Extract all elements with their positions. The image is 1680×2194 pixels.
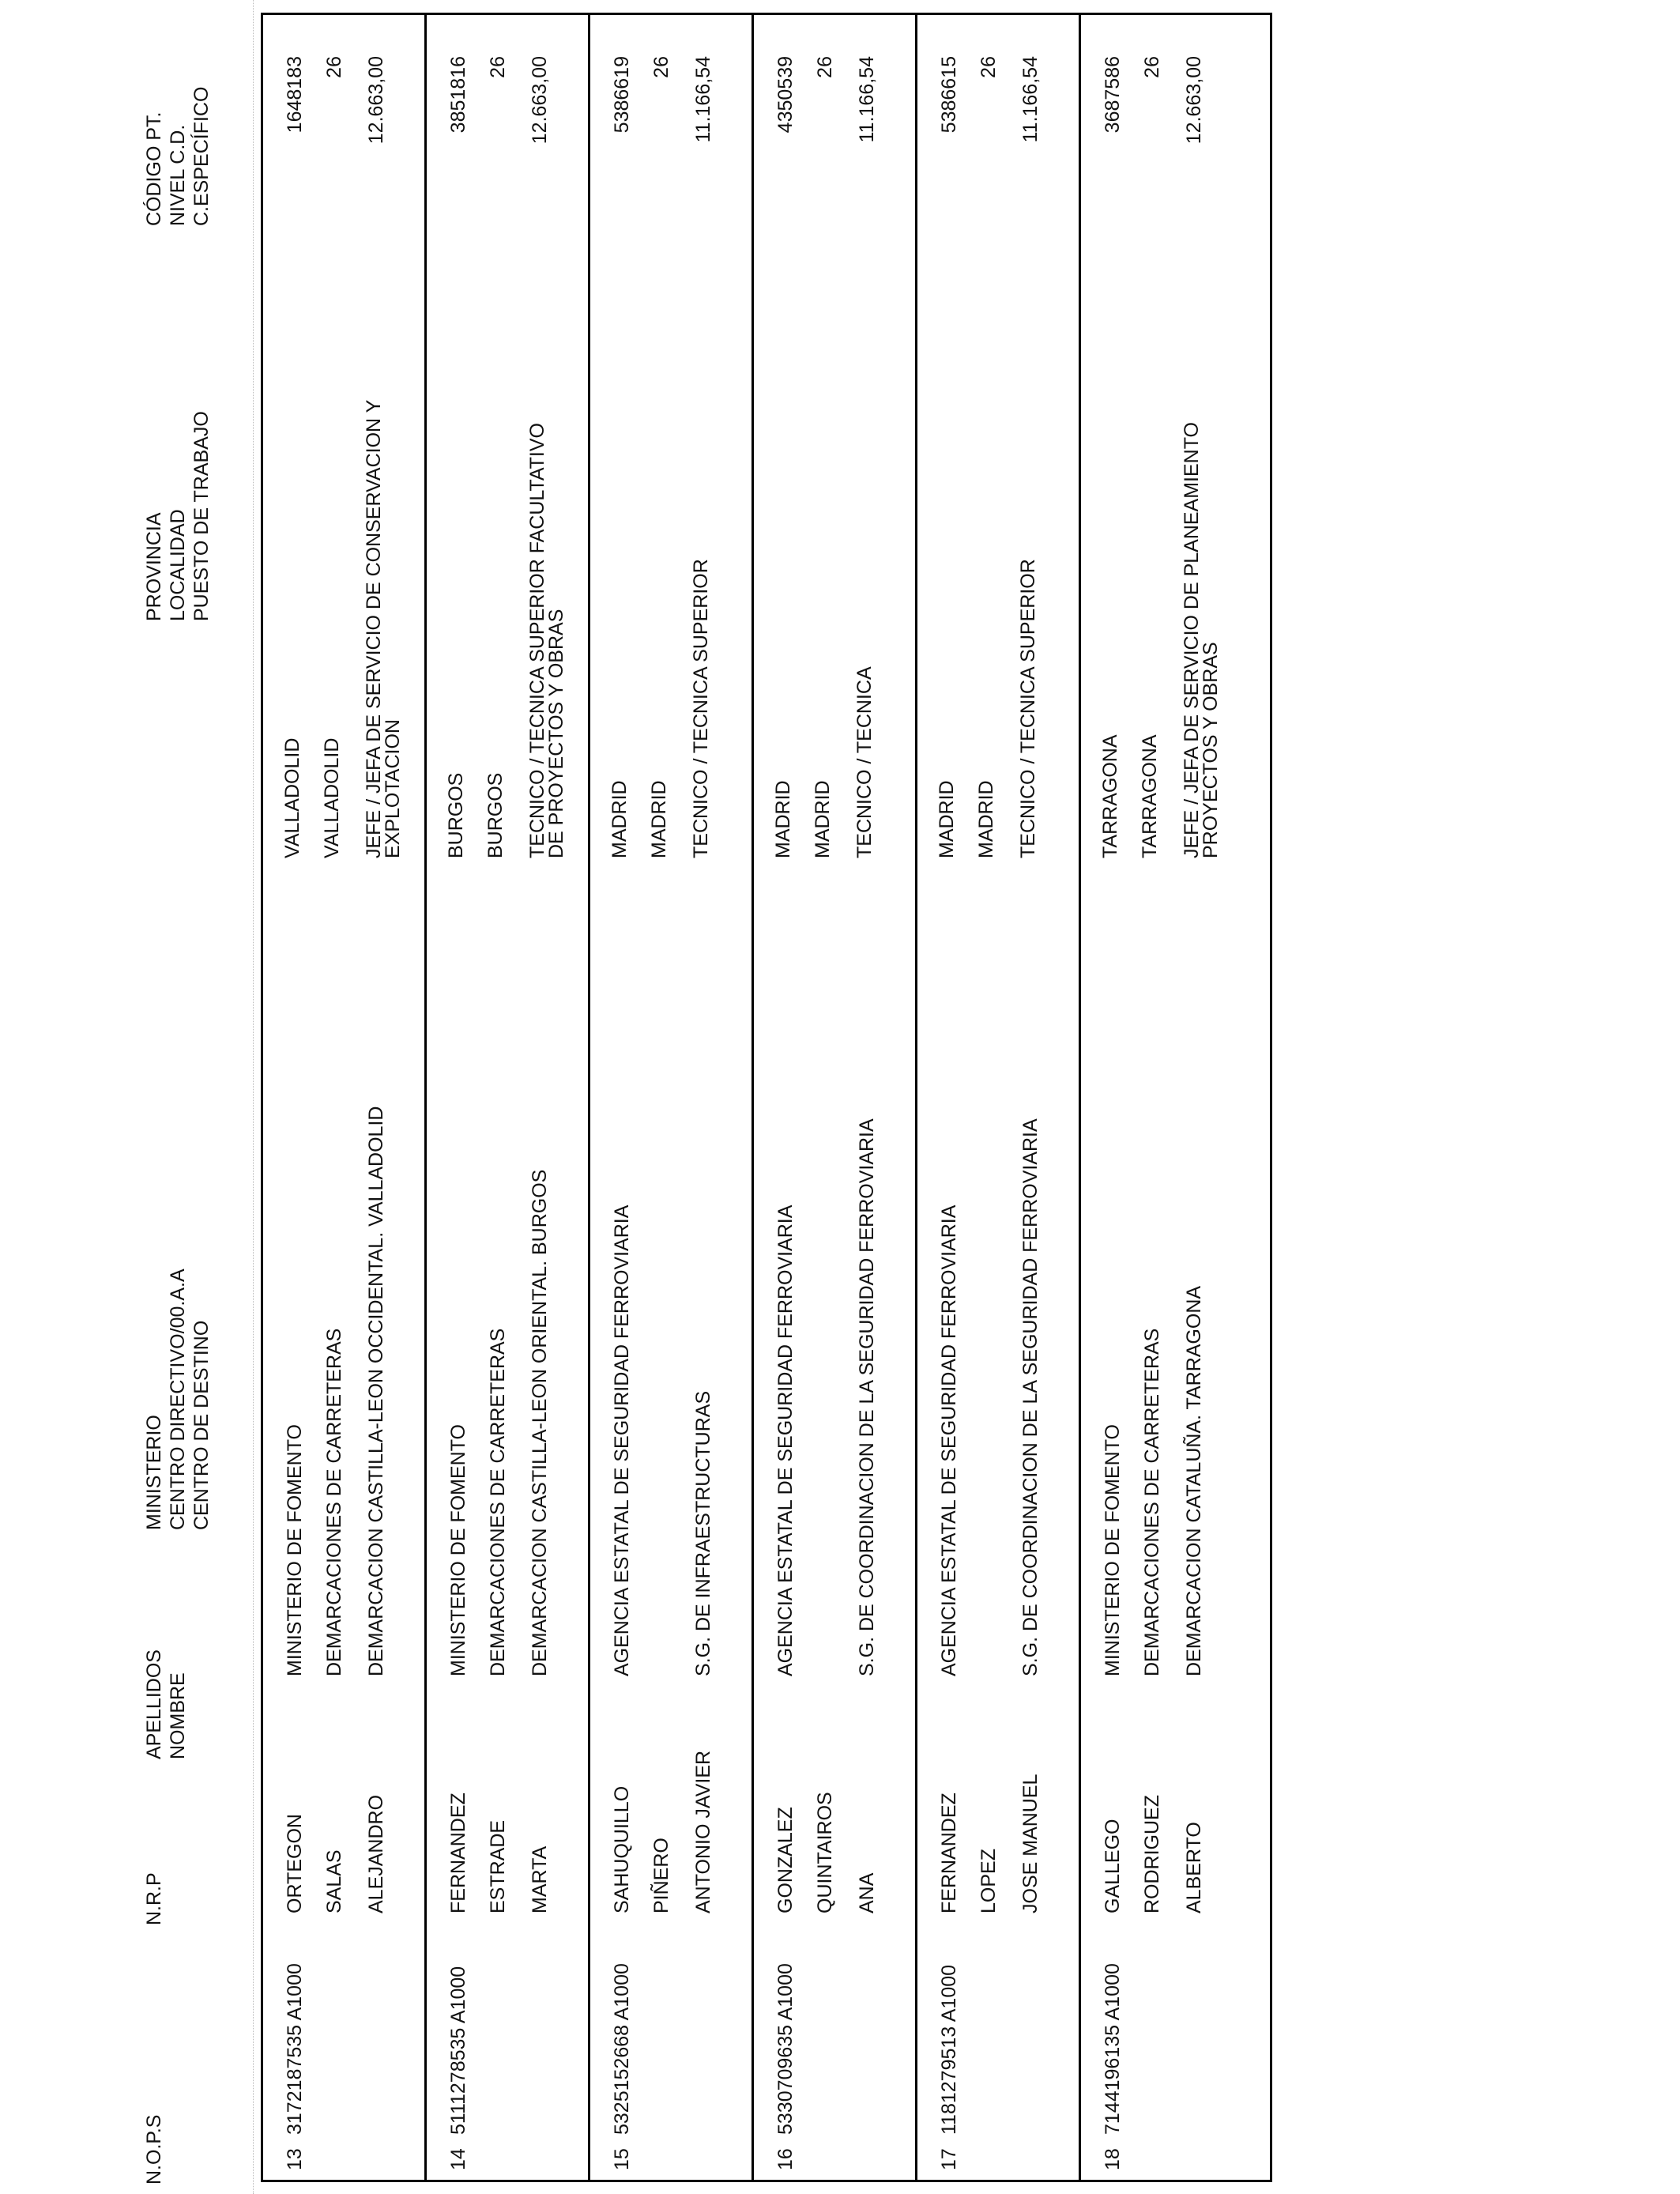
centro-destino: DEMARCACION CATALUÑA. TARRAGONA — [1183, 1285, 1205, 1676]
nrp-value: 5111278535 A1000 — [447, 1966, 469, 2135]
row-number: 15 — [611, 2148, 633, 2170]
puesto-trabajo: TECNICO / TECNICA SUPERIOR — [690, 559, 712, 858]
apellido-1: GALLEGO — [1102, 1819, 1124, 1913]
centro-directivo: DEMARCACIONES DE CARRETERAS — [487, 1328, 509, 1676]
nivel-cd: 26 — [323, 56, 345, 78]
provincia: MADRID — [772, 780, 794, 858]
provincia: BURGOS — [445, 772, 467, 858]
nivel-cd: 26 — [487, 56, 509, 78]
nivel-cd: 26 — [650, 56, 672, 78]
localidad: MADRID — [975, 780, 997, 858]
apellido-2: SALAS — [323, 1849, 345, 1913]
row-number: 13 — [284, 2148, 306, 2170]
header-provincia: PROVINCIA LOCALIDAD PUESTO DE TRABAJO — [143, 411, 213, 621]
complemento-especifico: 11.166,54 — [856, 56, 878, 143]
nivel-cd: 26 — [814, 56, 836, 78]
localidad: MADRID — [812, 780, 834, 858]
puesto-trabajo: TECNICO / TECNICA — [853, 666, 876, 858]
row-separator — [751, 13, 754, 2182]
header-nrp: N.R.P — [143, 1872, 165, 1925]
apellido-2: PIÑERO — [650, 1838, 672, 1913]
row-number: 18 — [1102, 2148, 1124, 2170]
centro-directivo: DEMARCACIONES DE CARRETERAS — [323, 1328, 345, 1676]
localidad: VALLADOLID — [321, 737, 343, 858]
centro-destino: S.G. DE COORDINACION DE LA SEGURIDAD FERROVIARIA — [856, 1118, 878, 1676]
nivel-cd: 26 — [977, 56, 1000, 78]
header-apellidos-nombre: APELLIDOS NOMBRE — [143, 1649, 189, 1759]
nombre: MARTA — [529, 1845, 551, 1913]
puesto-trabajo: TECNICO / TECNICA SUPERIOR — [1017, 559, 1039, 858]
header-codigo: CÓDIGO PT. NIVEL C.D. C.ESPECÍFICO — [143, 86, 213, 226]
row-separator — [1079, 13, 1081, 2182]
row-number: 16 — [774, 2148, 797, 2170]
puesto-trabajo: JEFE / JEFA DE SERVICIO DE PLANEAMIENTO PROYECTOS Y OBRAS — [1181, 421, 1222, 858]
localidad: BURGOS — [484, 772, 507, 858]
codigo-pt: 3687586 — [1102, 56, 1124, 134]
codigo-pt: 4350539 — [774, 56, 797, 134]
row-separator — [588, 13, 590, 2182]
ministerio: MINISTERIO DE FOMENTO — [284, 1424, 306, 1676]
nrp-value: 7144196135 A1000 — [1102, 1963, 1124, 2135]
complemento-especifico: 12.663,00 — [1183, 56, 1205, 145]
header-divider — [253, 0, 254, 2194]
row-number: 17 — [938, 2148, 960, 2170]
centro-destino: S.G. DE COORDINACION DE LA SEGURIDAD FERROVIARIA — [1019, 1118, 1042, 1676]
ministerio: AGENCIA ESTATAL DE SEGURIDAD FERROVIARIA — [774, 1204, 797, 1676]
codigo-pt: 5386619 — [611, 56, 633, 134]
codigo-pt: 1648183 — [284, 56, 306, 134]
provincia: TARRAGONA — [1099, 734, 1121, 858]
nombre: ALBERTO — [1183, 1822, 1205, 1913]
nrp-value: 5325152668 A1000 — [611, 1963, 633, 2135]
complemento-especifico: 11.166,54 — [692, 56, 714, 143]
table-row — [590, 13, 752, 2182]
centro-directivo: DEMARCACIONES DE CARRETERAS — [1141, 1328, 1163, 1676]
apellido-2: RODRIGUEZ — [1141, 1795, 1163, 1913]
ministerio: AGENCIA ESTATAL DE SEGURIDAD FERROVIARIA — [938, 1204, 960, 1676]
apellido-2: ESTRADE — [487, 1819, 509, 1913]
nrp-value: 5330709635 A1000 — [774, 1963, 797, 2135]
header-ministerio: MINISTERIO CENTRO DIRECTIVO/00.A.A CENTRO DE DESTINO — [143, 1269, 213, 1530]
apellido-1: FERNANDEZ — [447, 1793, 469, 1913]
centro-destino: DEMARCACION CASTILLA-LEON ORIENTAL. BURGOS — [529, 1169, 551, 1676]
apellido-2: LOPEZ — [977, 1849, 1000, 1913]
row-number: 14 — [447, 2148, 469, 2170]
localidad: MADRID — [648, 780, 670, 858]
nivel-cd: 26 — [1141, 56, 1163, 78]
apellido-1: SAHUQUILLO — [611, 1785, 633, 1913]
centro-destino: DEMARCACION CASTILLA-LEON OCCIDENTAL. VALLADOLID — [365, 1106, 387, 1676]
ministerio: MINISTERIO DE FOMENTO — [1102, 1424, 1124, 1676]
provincia: MADRID — [936, 780, 958, 858]
apellido-2: QUINTAIROS — [814, 1792, 836, 1913]
ministerio: MINISTERIO DE FOMENTO — [447, 1424, 469, 1676]
puesto-trabajo: JEFE / JEFA DE SERVICIO DE CONSERVACION Y EXPLOTACION — [363, 400, 404, 858]
table-row — [427, 13, 589, 2182]
complemento-especifico: 11.166,54 — [1019, 56, 1042, 143]
codigo-pt: 3851816 — [447, 56, 469, 134]
table-row — [263, 13, 425, 2182]
provincia: MADRID — [608, 780, 631, 858]
apellido-1: FERNANDEZ — [938, 1793, 960, 1913]
table-row — [1081, 13, 1243, 2182]
complemento-especifico: 12.663,00 — [365, 56, 387, 145]
nombre: JOSE MANUEL — [1019, 1774, 1042, 1913]
complemento-especifico: 12.663,00 — [529, 56, 551, 145]
localidad: TARRAGONA — [1139, 734, 1161, 858]
table-row — [754, 13, 916, 2182]
row-separator — [424, 13, 427, 2182]
nrp-value: 3172187535 A1000 — [284, 1963, 306, 2135]
centro-destino: S.G. DE INFRAESTRUCTURAS — [692, 1390, 714, 1676]
provincia: VALLADOLID — [281, 737, 303, 858]
apellido-1: ORTEGON — [284, 1814, 306, 1913]
puesto-trabajo: TECNICO / TECNICA SUPERIOR FACULTATIVO DE PROYECTOS Y OBRAS — [526, 422, 567, 858]
nombre: ANTONIO JAVIER — [692, 1750, 714, 1913]
ministerio: AGENCIA ESTATAL DE SEGURIDAD FERROVIARIA — [611, 1204, 633, 1676]
row-separator — [915, 13, 917, 2182]
nombre: ANA — [856, 1872, 878, 1913]
codigo-pt: 5386615 — [938, 56, 960, 134]
header-nops: N.O.P.S — [143, 2114, 165, 2185]
apellido-1: GONZALEZ — [774, 1807, 797, 1913]
table-row — [917, 13, 1079, 2182]
nrp-value: 1181279513 A1000 — [938, 1964, 960, 2135]
nombre: ALEJANDRO — [365, 1794, 387, 1913]
